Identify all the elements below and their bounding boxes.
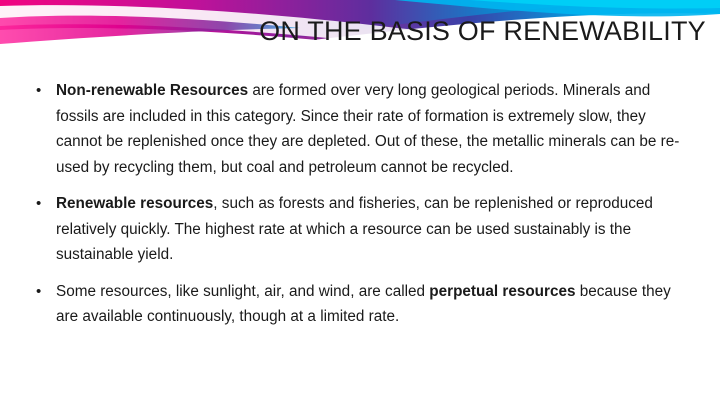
bullet-1-lead: Non-renewable Resources [56,82,249,99]
bullet-3-rest: because they are available continuously, though at a limited rate. [56,282,671,325]
list-item [34,78,694,180]
slide-body [34,78,694,341]
bullet-3-lead: perpetual resources [429,282,576,300]
bullet-2-rest: , such as forests and fisheries, can be replenished or reproduced relatively quickly. The highest rate at which a resource can be used sustainably is the sustainable yield. [56,195,653,263]
list-item [34,279,694,330]
bullet-2-lead: Renewable resources [56,195,214,212]
page-title: ON THE BASIS OF RENEWABILITY [259,16,706,46]
bullet-1-rest: are formed over very long geological periods. Minerals and fossils are included in this category. Since their rate of formation is extremely slow, they cannot be replenished once they are depleted. Out of these, the metallic minerals can be re-used by recycling them, but coal and petroleum cannot be recycled. [56,82,680,176]
list-item [34,191,694,268]
bullet-3-pre: Some resources, like sunlight, air, and wind, are called [56,282,430,300]
bullet-list [34,78,694,330]
